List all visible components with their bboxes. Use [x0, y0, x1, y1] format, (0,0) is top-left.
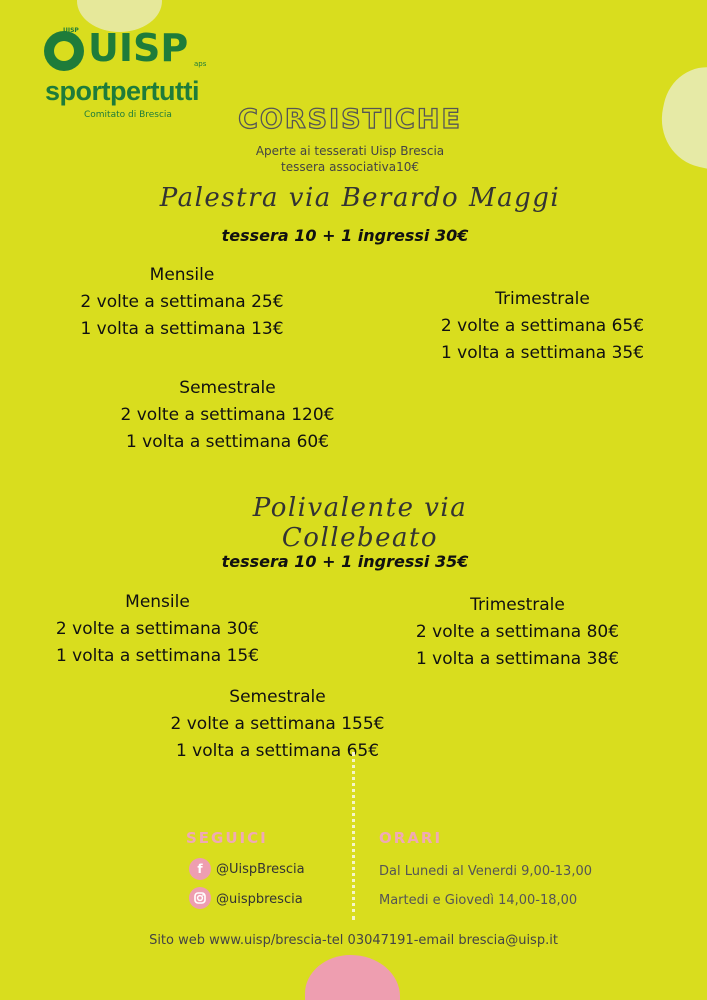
logo-comitato: Comitato di Brescia	[84, 110, 172, 120]
plan-line: 2 volte a settimana 65€	[440, 316, 645, 336]
dotted-divider	[352, 752, 355, 920]
logo-emblem-text: UISP	[63, 27, 79, 34]
plan-line: 2 volte a settimana 25€	[80, 292, 284, 312]
plan-line: 2 volte a settimana 120€	[120, 405, 335, 425]
facebook-handle[interactable]: @UispBrescia	[216, 862, 305, 877]
decorative-blob-right	[653, 59, 707, 177]
tessera-price-1: tessera 10 + 1 ingressi 30€	[221, 226, 469, 245]
plan-title: Trimestrale	[495, 289, 590, 309]
instagram-handle[interactable]: @uispbrescia	[216, 892, 303, 907]
facebook-icon[interactable]: f	[189, 858, 211, 880]
hours-line-1: Dal Lunedi al Venerdi 9,00-13,00	[379, 864, 593, 879]
decorative-blob-bottom	[305, 955, 400, 1000]
plan-mensile-1	[52, 262, 312, 343]
social-heading: SEGUICI	[186, 829, 268, 847]
plan-line: 1 volta a settimana 15€	[55, 646, 260, 666]
subtitle-line-1: Aperte ai tesserati Uisp Brescia	[255, 144, 445, 158]
page-title: CORSISTICHE	[238, 104, 462, 135]
plan-line: 1 volta a settimana 13€	[80, 319, 284, 339]
plan-line: 1 volta a settimana 65€	[175, 741, 380, 761]
plan-title: Semestrale	[179, 378, 276, 398]
plan-line: 2 volte a settimana 155€	[170, 714, 385, 734]
hours-line-2: Martedi e Giovedì 14,00-18,00	[379, 893, 578, 908]
hours-heading: ORARI	[379, 829, 443, 847]
plan-title: Trimestrale	[470, 595, 565, 615]
tessera-price-2: tessera 10 + 1 ingressi 35€	[221, 552, 469, 571]
logo-aps: aps	[194, 60, 207, 68]
plan-semestrale-2	[150, 684, 405, 765]
logo-tagline: sportpertutti	[45, 76, 199, 106]
plan-line: 1 volta a settimana 38€	[415, 649, 620, 669]
venue-heading-2: Polivalente via Collebeato	[252, 493, 468, 553]
logo-brand: UISP	[88, 26, 189, 70]
plan-semestrale-1	[100, 375, 355, 456]
logo-emblem-icon	[44, 31, 84, 71]
instagram-icon[interactable]	[189, 887, 211, 909]
plan-trimestrale-1	[415, 286, 670, 367]
plan-line: 1 volta a settimana 35€	[440, 343, 645, 363]
plan-line: 1 volta a settimana 60€	[125, 432, 330, 452]
plan-line: 2 volte a settimana 80€	[415, 622, 620, 642]
plan-title: Mensile	[125, 592, 190, 612]
plan-line: 2 volte a settimana 30€	[55, 619, 260, 639]
logo-uisp-mark	[44, 28, 214, 74]
contact-footer: Sito web www.uisp/brescia-tel 03047191-email brescia@uisp.it	[149, 933, 558, 948]
plan-mensile-2	[30, 589, 285, 670]
plan-title: Mensile	[149, 265, 215, 285]
instagram-glyph	[189, 887, 211, 909]
subtitle-line-2: tessera associativa10€	[281, 160, 419, 174]
plan-trimestrale-2	[390, 592, 645, 673]
venue-heading-1: Palestra via Berardo Maggi	[159, 183, 561, 213]
plan-title: Semestrale	[229, 687, 326, 707]
